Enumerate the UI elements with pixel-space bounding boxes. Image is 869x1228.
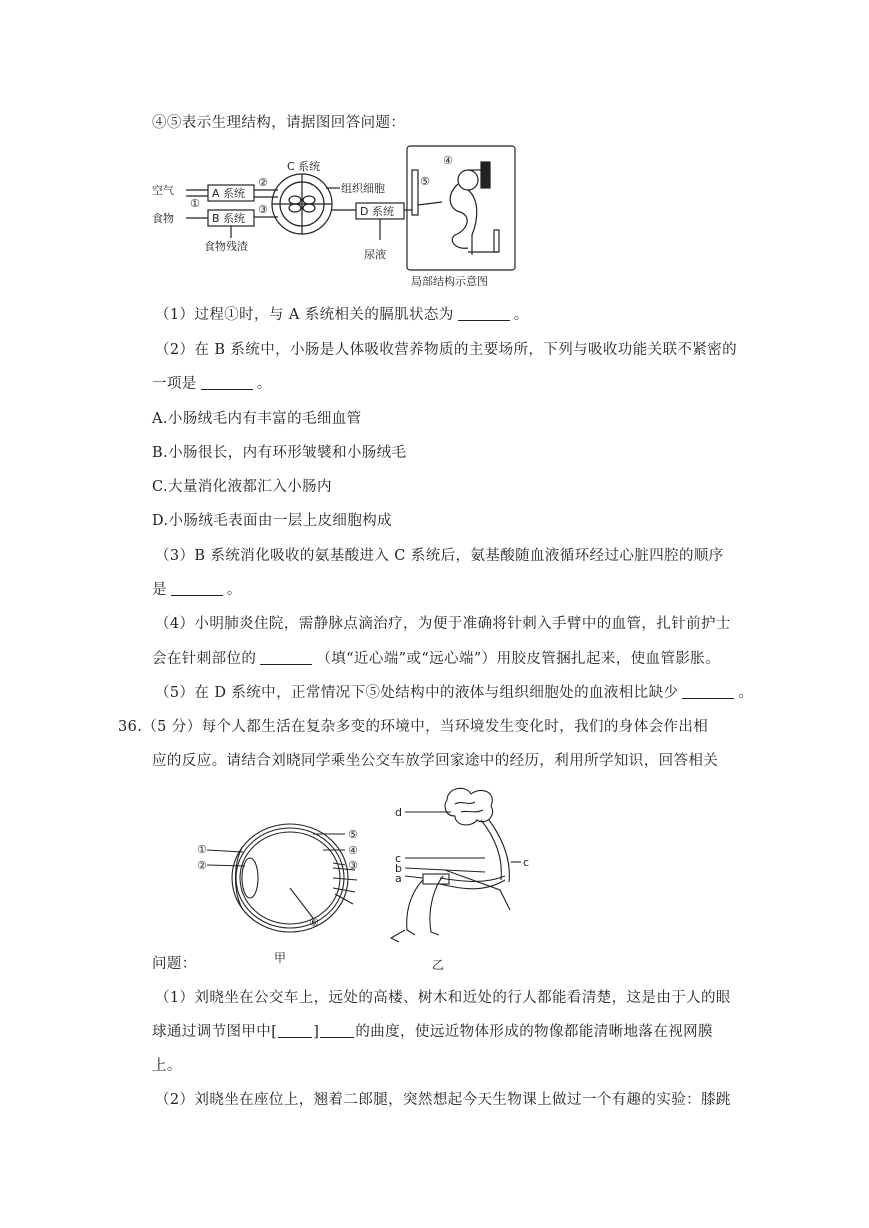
reflex-label-c-left: c <box>395 852 402 865</box>
partial-structure-caption: 局部结构示意图 <box>411 275 488 288</box>
question-36-line-2: 应的反应。请结合刘晓同学乘坐公交车放学回家途中的经历，利用所学知识，回答相关 <box>152 753 719 769</box>
tissue-cell-label: 组织细胞 <box>341 182 385 195</box>
reflex-label-b: b <box>395 862 402 875</box>
sub-question-1-line-3: 上。 <box>152 1058 182 1074</box>
answer-blank-1[interactable] <box>458 306 510 321</box>
question-36-line-3: 问题： <box>152 956 197 972</box>
question-3-line-1: （3）B 系统消化吸收的氨基酸进入 C 系统后，氨基酸随血液循环经过心脏四腔的顺序 <box>155 548 724 564</box>
answer-blank-3[interactable] <box>171 581 223 596</box>
answer-blank-structure[interactable] <box>320 1023 354 1038</box>
figure-label-yi: 乙 <box>432 958 445 972</box>
structure-5-label: ⑤ <box>420 175 430 188</box>
reflex-label-c-right: c <box>523 856 530 869</box>
answer-blank-2[interactable] <box>201 375 253 390</box>
process-1: ① <box>190 197 200 210</box>
question-4-line-2: 会在针刺部位的 （填“近心端”或“远心端”）用胶皮管捆扎起来，使血管影胀。 <box>152 651 721 667</box>
structure-4-label: ④ <box>443 154 453 167</box>
eye-label-3: ③ <box>348 859 358 872</box>
reflex-label-d: d <box>395 806 402 819</box>
answer-blank-bracket[interactable] <box>278 1023 312 1038</box>
answer-blank-5[interactable] <box>682 684 734 699</box>
sub-question-1-line-1: （1）刘晓坐在公交车上，远处的高楼、树木和近处的行人都能看清楚，这是由于人的眼 <box>155 990 731 1006</box>
air-label: 空气 <box>152 184 174 197</box>
process-2: ② <box>258 176 268 189</box>
question-36-line-1: 36.（5 分）每个人都生活在复杂多变的环境中，当环境发生变化时，我们的身体会作出相 <box>118 719 709 735</box>
systems-diagram <box>150 140 520 290</box>
option-d: D.小肠绒毛表面由一层上皮细胞构成 <box>152 513 393 529</box>
eye-label-5: ⑤ <box>348 828 358 841</box>
eye-label-4: ④ <box>348 844 358 857</box>
option-c: C.大量消化液都汇入小肠内 <box>152 479 332 495</box>
b-system-box: B 系统 <box>212 212 246 225</box>
eye-diagram <box>195 808 370 963</box>
eye-label-2: ② <box>197 859 207 872</box>
d-system-box: D 系统 <box>360 205 394 218</box>
question-3-line-2: 是 。 <box>152 582 242 598</box>
eye-label-6: ⑥ <box>309 916 319 929</box>
food-residue-label: 食物残渣 <box>204 240 248 253</box>
question-2-line-2: 一项是 。 <box>152 376 272 392</box>
option-b: B.小肠很长，内有环形皱襞和小肠绒毛 <box>152 445 407 461</box>
process-3: ③ <box>258 203 268 216</box>
figure-label-jia: 甲 <box>274 951 287 965</box>
reflex-label-a: a <box>395 872 402 885</box>
knee-reflex-diagram <box>385 780 535 955</box>
sub-question-1-line-2: 球通过调节图甲中[ ] 的曲度，使远近物体形成的物像都能清晰地落在视网膜 <box>152 1024 713 1040</box>
question-5: （5）在 D 系统中，正常情况下⑤处结构中的液体与组织细胞处的血液相比缺少 。 <box>155 685 754 701</box>
c-system-label: C 系统 <box>287 160 321 173</box>
a-system-box: A 系统 <box>212 187 246 200</box>
food-label: 食物 <box>152 212 174 225</box>
question-1: （1）过程①时，与 A 系统相关的膈肌状态为 。 <box>155 307 529 323</box>
option-a: A.小肠绒毛内有丰富的毛细血管 <box>152 411 362 427</box>
question-4-line-1: （4）小明肺炎住院，需静脉点滴治疗，为便于准确将针刺入手臂中的血管，扎针前护士 <box>155 616 731 632</box>
intro-text: ④⑤表示生理结构，请据图回答问题： <box>152 115 406 131</box>
eye-label-1: ① <box>197 843 207 856</box>
urine-label: 尿液 <box>364 248 386 261</box>
answer-blank-4[interactable] <box>260 650 312 665</box>
sub-question-2-line-1: （2）刘晓坐在座位上，翘着二郎腿，突然想起今天生物课上做过一个有趣的实验：膝跳 <box>155 1092 731 1108</box>
question-2-line-1: （2）在 B 系统中，小肠是人体吸收营养物质的主要场所，下列与吸收功能关联不紧密的 <box>155 342 737 358</box>
